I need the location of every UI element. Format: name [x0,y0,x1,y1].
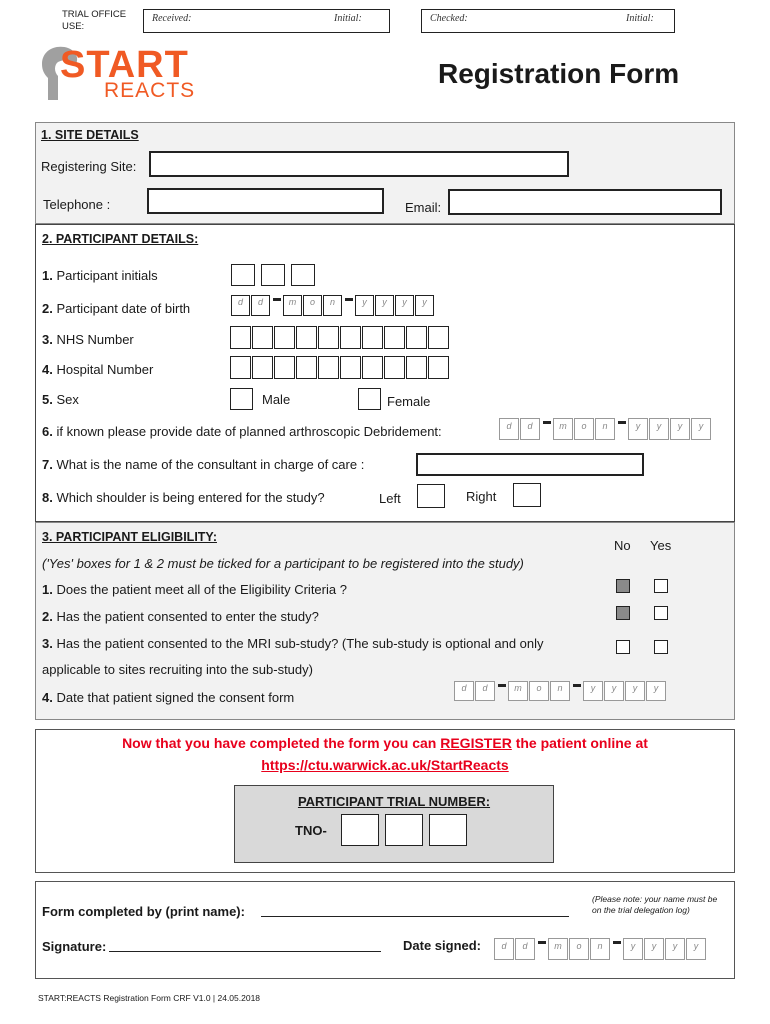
digit-box[interactable] [406,356,427,379]
date-cell[interactable]: d [475,681,495,701]
initial-label-2: Initial: [626,13,654,24]
date-cell[interactable]: n [550,681,570,701]
female-checkbox[interactable] [358,388,381,410]
digit-box[interactable] [252,356,273,379]
date-cell[interactable]: y [670,418,690,440]
q2-label: 2. Participant date of birth [42,301,191,316]
yes-column-header: Yes [650,538,672,553]
email-input[interactable] [448,189,722,215]
digit-box[interactable] [230,326,251,349]
date-separator [613,941,621,944]
elig-q3-no-checkbox[interactable] [616,640,630,654]
email-label: Email: [405,200,442,215]
register-instruction: Now that you have completed the form you can REGISTER the patient online at [122,735,648,751]
digit-box[interactable] [340,356,361,379]
digit-box[interactable] [384,356,405,379]
digit-box[interactable] [252,326,273,349]
digit-box[interactable] [406,326,427,349]
logo-start-text: START [60,44,189,86]
date-separator [538,941,546,944]
date-separator [498,684,506,687]
register-panel [35,729,735,873]
digit-box[interactable] [428,356,449,379]
initial-box-1[interactable] [231,264,255,286]
date-separator [273,298,281,301]
digit-box[interactable] [428,326,449,349]
left-label: Left [379,491,401,506]
participant-details-panel [35,224,735,522]
date-cell[interactable]: d [251,295,270,316]
completed-by-label: Form completed by (print name): [42,904,245,919]
left-checkbox[interactable] [417,484,445,508]
male-label: Male [262,392,291,407]
initial-box-2[interactable] [261,264,285,286]
male-checkbox[interactable] [230,388,253,410]
date-cell[interactable]: d [231,295,250,316]
date-cell[interactable]: m [508,681,528,701]
date-cell[interactable]: n [595,418,615,440]
trial-number-box [234,785,554,863]
q1-label: 1. Participant initials [42,268,158,283]
date-cell[interactable]: y [649,418,669,440]
date-cell[interactable]: y [646,681,666,701]
elig-q1-no-checkbox[interactable] [616,579,630,593]
elig-q4-label: 4. Date that patient signed the consent form [42,690,295,705]
hospital-number-field[interactable] [230,356,460,380]
digit-box[interactable] [318,326,339,349]
date-cell[interactable]: y [644,938,664,960]
debridement-date-field[interactable] [499,418,724,442]
signature-label: Signature: [42,939,107,954]
q8-label: 8. Which shoulder is being entered for the study? [42,490,325,505]
start-reacts-logo [36,42,226,104]
date-cell[interactable]: y [686,938,706,960]
initial-box-3[interactable] [291,264,315,286]
digit-box[interactable] [274,326,295,349]
page-title: Registration Form [438,58,680,89]
date-cell[interactable]: o [303,295,322,316]
date-separator [618,421,626,424]
telephone-input[interactable] [147,188,384,214]
date-separator [543,421,551,424]
right-checkbox[interactable] [513,483,541,507]
registering-site-label: Registering Site: [41,159,137,174]
no-column-header: No [614,538,631,553]
date-cell[interactable]: m [548,938,568,960]
elig-q3-yes-checkbox[interactable] [654,640,668,654]
initial-label-1: Initial: [334,13,362,24]
elig-q1-label: 1. Does the patient meet all of the Eligibility Criteria ? [42,582,347,597]
elig-q3-label-cont: applicable to sites recruiting into the sub-study) [42,662,313,677]
date-cell[interactable]: o [529,681,549,701]
signature-input[interactable] [109,951,381,952]
elig-q2-yes-checkbox[interactable] [654,606,668,620]
digit-box[interactable] [362,356,383,379]
site-details-panel [35,122,735,224]
telephone-label: Telephone : [43,197,111,212]
date-cell[interactable]: n [323,295,342,316]
digit-box[interactable] [296,326,317,349]
date-cell[interactable]: m [553,418,573,440]
tno-digit-1[interactable] [341,814,379,846]
elig-q2-no-checkbox[interactable] [616,606,630,620]
received-label: Received: [152,13,192,24]
delegation-note: (Please note: your name must be on the trial delegation log) [592,894,718,915]
consultant-input[interactable] [416,453,644,476]
digit-box[interactable] [340,326,361,349]
date-separator [573,684,581,687]
date-cell[interactable]: m [283,295,302,316]
dob-date-field[interactable] [231,295,451,319]
nhs-number-field[interactable] [230,326,460,350]
eligibility-heading: 3. PARTICIPANT ELIGIBILITY: [42,530,217,544]
footer-text: START:REACTS Registration Form CRF V1.0 | 24.05.2018 [38,993,261,1003]
q5-label: 5. Sex [42,392,79,407]
eligibility-panel [35,522,735,720]
date-cell[interactable]: y [375,295,394,316]
date-cell[interactable]: d [520,418,540,440]
completion-panel [35,881,735,979]
date-cell[interactable]: y [604,681,624,701]
digit-box[interactable] [384,326,405,349]
q6-label: 6. if known please provide date of planned arthroscopic Debridement: [42,424,442,439]
participant-details-heading: 2. PARTICIPANT DETAILS: [42,232,199,246]
register-link[interactable]: REGISTER [440,735,512,751]
digit-box[interactable] [318,356,339,379]
consent-date-field[interactable] [454,681,679,705]
registering-site-input[interactable] [149,151,569,177]
date-cell[interactable]: o [574,418,594,440]
digit-box[interactable] [362,326,383,349]
elig-q1-yes-checkbox[interactable] [654,579,668,593]
date-cell[interactable]: d [494,938,514,960]
date-cell[interactable]: y [623,938,643,960]
tno-prefix: TNO- [295,823,327,838]
q7-label: 7. What is the name of the consultant in charge of care : [42,457,365,472]
date-cell[interactable]: y [691,418,711,440]
eligibility-note: ('Yes' boxes for 1 & 2 must be ticked for a participant to be registered into the study) [42,556,524,571]
right-label: Right [466,489,497,504]
elig-q3-label: 3. Has the patient consented to the MRI sub-study? (The sub-study is optional and only [42,636,544,651]
date-cell[interactable]: o [569,938,589,960]
date-cell[interactable]: y [355,295,374,316]
date-cell[interactable]: y [395,295,414,316]
tno-digit-3[interactable] [429,814,467,846]
q3-label: 3. NHS Number [42,332,134,347]
signed-date-field[interactable] [494,938,719,962]
elig-q2-label: 2. Has the patient consented to enter the study? [42,609,319,624]
female-label: Female [387,394,431,409]
logo-reacts-text: REACTS [104,79,196,102]
site-details-heading: 1. SITE DETAILS [41,128,139,142]
completed-by-input[interactable] [261,916,569,917]
date-separator [345,298,353,301]
date-cell[interactable]: y [625,681,645,701]
date-cell[interactable]: y [583,681,603,701]
date-cell[interactable]: y [665,938,685,960]
tno-digit-2[interactable] [385,814,423,846]
trial-office-label: TRIAL OFFICE USE: [62,9,127,32]
digit-box[interactable] [274,356,295,379]
date-cell[interactable]: d [499,418,519,440]
register-url-link[interactable]: https://ctu.warwick.ac.uk/StartReacts [261,757,509,773]
q4-label: 4. Hospital Number [42,362,154,377]
date-cell[interactable]: n [590,938,610,960]
date-cell[interactable]: y [628,418,648,440]
checked-label: Checked: [430,13,468,24]
trial-number-label: PARTICIPANT TRIAL NUMBER: [297,794,491,809]
digit-box[interactable] [230,356,251,379]
date-cell[interactable]: d [515,938,535,960]
date-signed-label: Date signed: [403,938,482,953]
date-cell[interactable]: y [415,295,434,316]
checked-box[interactable] [421,9,675,33]
received-box[interactable] [143,9,390,33]
date-cell[interactable]: d [454,681,474,701]
digit-box[interactable] [296,356,317,379]
